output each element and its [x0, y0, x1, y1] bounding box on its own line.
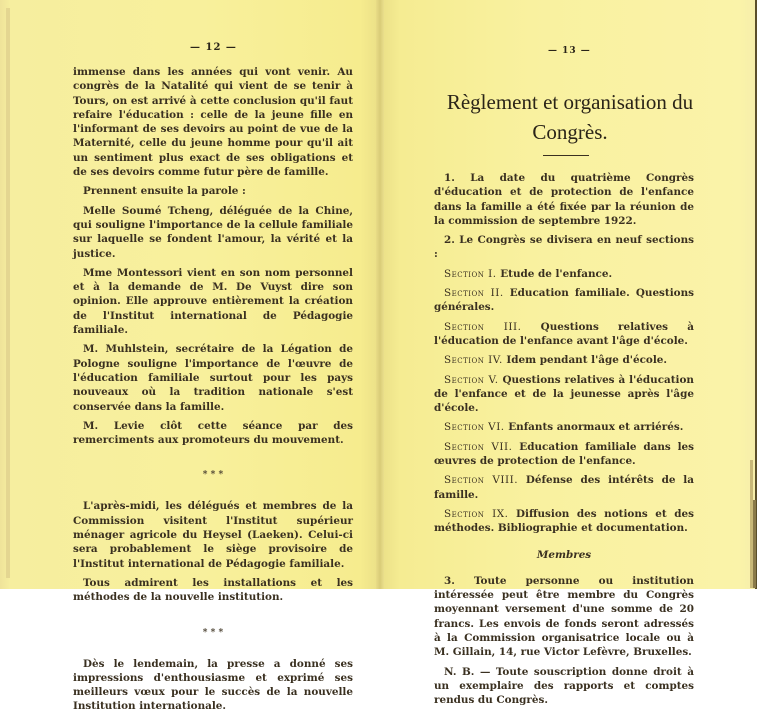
section-label: Section II.: [444, 287, 504, 300]
title-line-1: Règlement et organisation du: [446, 90, 694, 114]
paragraph: N. B. — Toute souscription donne droit à un exemplaire des rapports et comptes rendus du Congrès.: [434, 665, 694, 707]
title-line-2: Congrès.: [532, 120, 608, 144]
paragraph: 1. La date du quatrième Congrès d'éducation et de protection de l'enfance dans la famille a été fixée par la réunion de la commission de septembre 1922.: [434, 172, 694, 227]
page-edge-shadow: [753, 500, 756, 588]
section-item: [434, 440, 694, 469]
section-text: Diffusion des notions et des méthodes. Bibliographie et documentation.: [434, 507, 694, 535]
asterism-divider: * * *: [202, 627, 224, 638]
section-text: Questions relatives à l'éducation de l'enfance et de la jeunesse après l'âge d'école.: [434, 373, 694, 415]
right-page-text: [434, 171, 694, 713]
section-text: Education familiale. Questions générales.: [434, 287, 694, 314]
sections-list: [434, 267, 694, 536]
section-label: Section VI.: [444, 421, 505, 434]
paragraph: 2. Le Congrès se divisera en neuf sections :: [434, 234, 694, 261]
page-number-left: — 12 —: [190, 42, 237, 53]
asterism-divider: * * *: [202, 470, 224, 481]
section-label: Section VIII.: [444, 474, 519, 487]
section-text: Education familiale dans les œuvres de protection de l'enfance.: [434, 440, 695, 468]
title-rule-divider: [543, 155, 589, 156]
section-item: [434, 286, 694, 315]
paragraph: M. Muhlstein, secrétaire de la Légation de Pologne souligne l'importance de l'œuvre de l'éducation familiale surtout pour les pays nouveaux où la tradition nationale s'est conservée dans la famille.: [73, 343, 353, 413]
section-text: Questions relatives à l'éducation de l'enfance avant l'âge d'école.: [434, 320, 694, 347]
section-item: [434, 473, 694, 502]
section-label: Section III.: [444, 320, 522, 333]
section-item: [434, 267, 694, 281]
section-label: Section VII.: [444, 440, 513, 453]
section-label: Section I.: [444, 267, 497, 280]
section-text: Idem pendant l'âge d'école.: [506, 354, 667, 367]
page-title: [420, 87, 720, 147]
section-item: [434, 373, 694, 416]
section-item: [434, 353, 694, 367]
left-page-text: [73, 65, 353, 719]
book-gutter: [376, 0, 384, 589]
paragraph: Melle Soumé Tcheng, déléguée de la Chine, qui souligne l'importance de la cellule familiale sur laquelle se fondent l'amour, la vérité et la justice.: [73, 204, 353, 260]
paragraph: Tous admirent les installations et les méthodes de la nouvelle institution.: [73, 576, 353, 604]
section-item: [434, 320, 694, 349]
paragraph: 3. Toute personne ou institution intéressée peut être membre du Congrès moyennant versement d'une somme de 20 francs. Les envois de fonds seront adressés à la Commission organisatrice locale ou à M. Gillain, 14, rue Victor Lefèvre, Bruxelles.: [434, 574, 694, 659]
section-subheading: Membres: [536, 548, 592, 561]
paragraph: L'après-midi, les délégués et membres de la Commission visitent l'Institut supérieur ménager agricole du Heysel (Laeken). Celui-ci sera probablement le siège provisoire de l'Institut international de Pédagogie familiale.: [73, 500, 353, 570]
paragraph: Dès le lendemain, la presse a donné ses impressions d'enthousiasme et exprimé ses meilleurs vœux pour le succès de la nouvelle Institution internationale.: [73, 657, 353, 713]
section-label: Section V.: [444, 373, 499, 386]
section-text: Enfants anormaux et arriérés.: [508, 421, 684, 434]
section-label: Section IX.: [444, 507, 509, 520]
section-item: [434, 507, 694, 536]
paragraph: M. Levie clôt cette séance par des remerciments aux promoteurs du mouvement.: [73, 419, 353, 447]
paragraph: Prennent ensuite la parole :: [83, 185, 246, 198]
section-item: [434, 420, 694, 434]
section-label: Section IV.: [444, 354, 503, 367]
section-text: Défense des intérêts de la famille.: [434, 474, 694, 501]
page-number-right: — 13 —: [548, 46, 591, 56]
paragraph: immense dans les années qui vont venir. Au congrès de la Natalité qui vient de se tenir à Tours, on est arrivé à cette conclusion qu'il faut refaire l'éducation : celle de la jeune fille en l'informant de ses devoirs au point de vue de la Maternité, celle du jeune homme pour qu'il ait un sentiment plus exact de ses obligations et de ses devoirs comme futur père de famille.: [73, 66, 353, 179]
paragraph: Mme Montessori vient en son nom personnel et à la demande de M. De Vuyst dire son opinion. Elle approuve entièrement la création de l'Institut international de Pédagogie familiale.: [73, 266, 353, 337]
section-text: Etude de l'enfance.: [500, 267, 613, 280]
